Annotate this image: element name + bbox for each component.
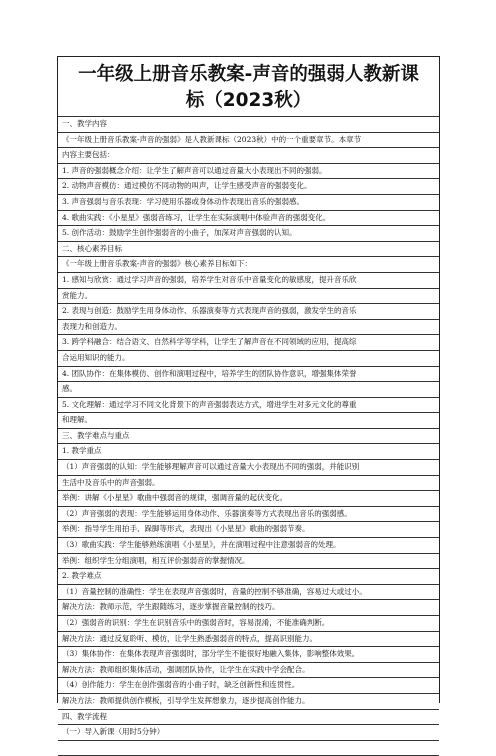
text-line: 2. 表现与创造：鼓励学生用身体动作、乐器演奏等方式表现声音的强弱，激发学生的音乐 [58, 303, 439, 319]
text-line: 解决方法：教师提供创作模板，引导学生发挥想象力，逐步提高创作能力。 [58, 693, 439, 709]
text-line: 解决方法：教师组织集体活动，强调团队协作，让学生在实践中学会配合。 [58, 662, 439, 678]
text-line: 赏能力。 [58, 288, 439, 304]
text-line: 表现力和创造力。 [58, 319, 439, 335]
text-line: 2. 动物声音模仿：通过模仿不同动物的叫声，让学生感受声音的强弱变化。 [58, 178, 439, 194]
text-line: （2）声音强弱的表现：学生能够运用身体动作、乐器演奏等方式表现出音乐的强弱感。 [58, 506, 439, 522]
title-line-1: 一年级上册音乐教案-声音的强弱人教新课 [78, 64, 419, 85]
text-line: 解决方法：教师示范，学生跟随练习，逐步掌握音量控制的技巧。 [58, 599, 439, 615]
text-line: 和理解。 [58, 412, 439, 428]
text-line: 合运用知识的能力。 [58, 350, 439, 366]
text-line: （4）创作能力：学生在创作强弱音的小曲子时，缺乏创新性和连贯性。 [58, 677, 439, 693]
title-line-2: 标（2023秋） [185, 90, 312, 111]
text-line [58, 740, 439, 756]
text-line: 解决方法：通过反复聆听、模仿，让学生熟悉强弱音的特点，提高识别能力。 [58, 631, 439, 647]
text-line: 感。 [58, 381, 439, 397]
text-line: （3）集体协作：在集体表现声音强弱时，部分学生不能很好地融入集体，影响整体效果。 [58, 646, 439, 662]
text-line: （一）导入新课（用时5分钟） [58, 724, 439, 740]
document-frame [57, 56, 440, 737]
text-line: （2）强弱音的识别：学生在识别音乐中的强弱音时，容易混淆，不能准确判断。 [58, 615, 439, 631]
text-line: 内容主要包括： [58, 147, 439, 163]
text-line: 3. 声音强弱与音乐表现：学习使用乐器或身体动作表现出音乐的强弱感。 [58, 194, 439, 210]
text-line: 1. 声音的强弱概念介绍：让学生了解声音可以通过音量大小表现出不同的强弱。 [58, 163, 439, 179]
document-title [60, 62, 437, 114]
body-lines [58, 116, 439, 756]
text-line: 《一年级上册音乐教案-声音的强弱》核心素养目标如下： [58, 256, 439, 272]
text-line: 一、教学内容 [58, 116, 439, 132]
text-line: 举例：讲解《小星星》歌曲中强弱音的规律，强调音量的起伏变化。 [58, 490, 439, 506]
text-line: 1. 感知与欣赏：通过学习声音的强弱，培养学生对音乐中音量变化的敏感度，提升音乐欣 [58, 272, 439, 288]
text-line: （1）音量控制的准确性：学生在表现声音强弱时，音量的控制不够准确，容易过大或过小。 [58, 584, 439, 600]
text-line: 4. 歌曲实践：《小星星》强弱音练习，让学生在实际演唱中体验声音的强弱变化。 [58, 210, 439, 226]
text-line: 生活中及音乐中的声音强弱。 [58, 475, 439, 491]
text-line: 二、核心素养目标 [58, 241, 439, 257]
text-line: 5. 创作活动：鼓励学生创作强弱音的小曲子，加深对声音强弱的认知。 [58, 225, 439, 241]
text-line: 3. 跨学科融合：结合语文、自然科学等学科，让学生了解声音在不同领域的应用，提高综 [58, 334, 439, 350]
text-line: 1. 教学重点 [58, 443, 439, 459]
text-line: 5. 文化理解：通过学习不同文化背景下的声音强弱表达方式，增进学生对多元文化的尊重 [58, 397, 439, 413]
text-line: （3）歌曲实践：学生能够熟练演唱《小星星》，并在演唱过程中注意强弱音的处理。 [58, 537, 439, 553]
text-line: 4. 团队协作：在集体模仿、创作和演唱过程中，培养学生的团队协作意识，增强集体荣誉 [58, 366, 439, 382]
text-line: 《一年级上册音乐教案-声音的强弱》是人教新课标（2023秋）中的一个重要章节。本章节 [58, 132, 439, 148]
text-line: 举例：组织学生分组演唱，相互评价强弱音的掌握情况。 [58, 553, 439, 569]
text-line: 举例：指导学生用拍手、跺脚等形式，表现出《小星星》歌曲的强弱节奏。 [58, 521, 439, 537]
text-line: （1）声音强弱的认知：学生能够理解声音可以通过音量大小表现出不同的强弱，并能识别 [58, 459, 439, 475]
text-line: 2. 教学难点 [58, 568, 439, 584]
text-line: 三、教学难点与重点 [58, 428, 439, 444]
text-line: 四、教学流程 [58, 709, 439, 725]
